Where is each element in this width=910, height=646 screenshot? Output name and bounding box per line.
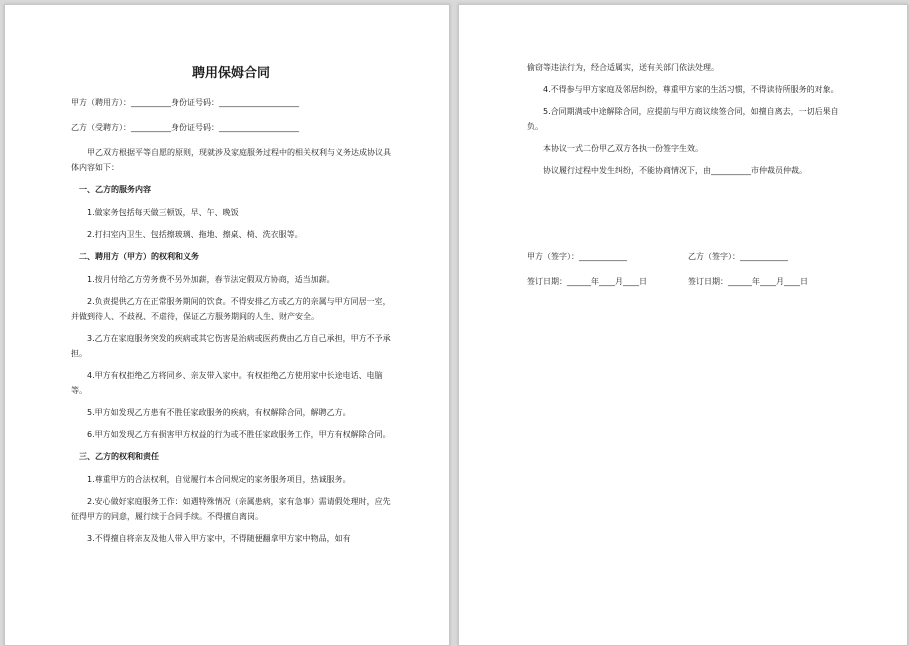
- copies-clause: 本协议一式二份甲乙双方各执一份签字生效。: [543, 144, 703, 153]
- section-2-item: 3.乙方在家庭服务突发的疾病或其它伤害是治病或医药费由乙方自己承担，甲方不予承担。: [71, 334, 391, 358]
- section-2-item: 6.甲方如发现乙方有损害甲方权益的行为或不胜任家政服务工作，甲方有权解除合同。: [87, 430, 391, 439]
- continuation-text: 偷窃等违法行为，经合适属实，送有关部门依法处理。: [527, 63, 719, 72]
- section-3-item: 5.合同期满或中途解除合同，应提前与甲方商议续签合同，如擅自离去，一切后果自负。: [527, 107, 839, 131]
- party-a-date: 签订日期：______年____月____日: [527, 277, 647, 286]
- page-1-body: [71, 60, 391, 553]
- section-1-item: 2.打扫室内卫生、包括擦玻璃、拖地、擦桌、椅、洗衣服等。: [87, 230, 303, 239]
- signature-block: [527, 249, 849, 289]
- party-a-signature: 甲方（签字）：____________: [527, 252, 627, 261]
- signature-row: [527, 249, 849, 264]
- section-2-item: 4.甲方有权拒绝乙方将同乡、亲友带入家中。有权拒绝乙方使用家中长途电话、电脑等。: [71, 371, 383, 395]
- document-page-1: [4, 4, 450, 646]
- section-1-item: 1.做家务包括每天做三顿饭，早、午、晚饭: [87, 208, 239, 217]
- section-1-heading: 一、乙方的服务内容: [79, 185, 151, 194]
- section-2-item: 2.负责提供乙方在正常服务期间的饮食。不得安排乙方或乙方的亲属与甲方同居一室，并做到待人、不歧视、不虐待，保证乙方服务期间的人生、财产安全。: [71, 297, 391, 321]
- intro-paragraph: 甲乙双方根据平等自愿的原则，现就涉及家庭服务过程中的相关权利与义务达成协议具体内容如下：: [71, 148, 391, 172]
- dispute-clause: 协议履行过程中发生纠纷，不能协商情况下，由__________市仲裁员仲裁。: [543, 166, 807, 175]
- section-3-heading: 三、乙方的权利和责任: [79, 452, 159, 461]
- section-3-item: 3.不得擅自将亲友及他人带入甲方家中，不得随便翻拿甲方家中物品，如有: [87, 534, 351, 543]
- section-2-item: 5.甲方如发现乙方患有不胜任家政服务的疾病，有权解除合同，解聘乙方。: [87, 408, 351, 417]
- section-3-item: 1.尊重甲方的合法权利，自觉履行本合同规定的家务服务项目，热诚服务。: [87, 475, 351, 484]
- page-2-body: [527, 60, 849, 299]
- date-row: [527, 274, 849, 289]
- party-b-date: 签订日期：______年____月____日: [688, 277, 808, 286]
- party-a-line: 甲方（聘用方）：__________身份证号码：____________________: [71, 98, 299, 107]
- party-b-line: 乙方（受聘方）：__________身份证号码：____________________: [71, 123, 299, 132]
- contract-title: 聘用保姆合同: [191, 66, 270, 81]
- section-2-heading: 二、聘用方（甲方）的权利和义务: [79, 252, 199, 261]
- section-3-item: 4.不得参与甲方家庭及邻居纠纷，尊重甲方家的生活习惯，不得读待所服务的对象。: [543, 85, 839, 94]
- section-2-item: 1.按月付给乙方劳务费不另外加薪，春节法定假双方协商，适当加薪。: [87, 275, 335, 284]
- section-3-item: 2.安心做好家庭服务工作：如遇特殊情况（亲属患病，家有急事）需请假处理时，应先征得甲方的同意，履行续于合同手续。不得擅自离岗。: [71, 497, 391, 521]
- party-b-signature: 乙方（签字）：____________: [688, 252, 788, 261]
- document-page-2: [458, 4, 908, 646]
